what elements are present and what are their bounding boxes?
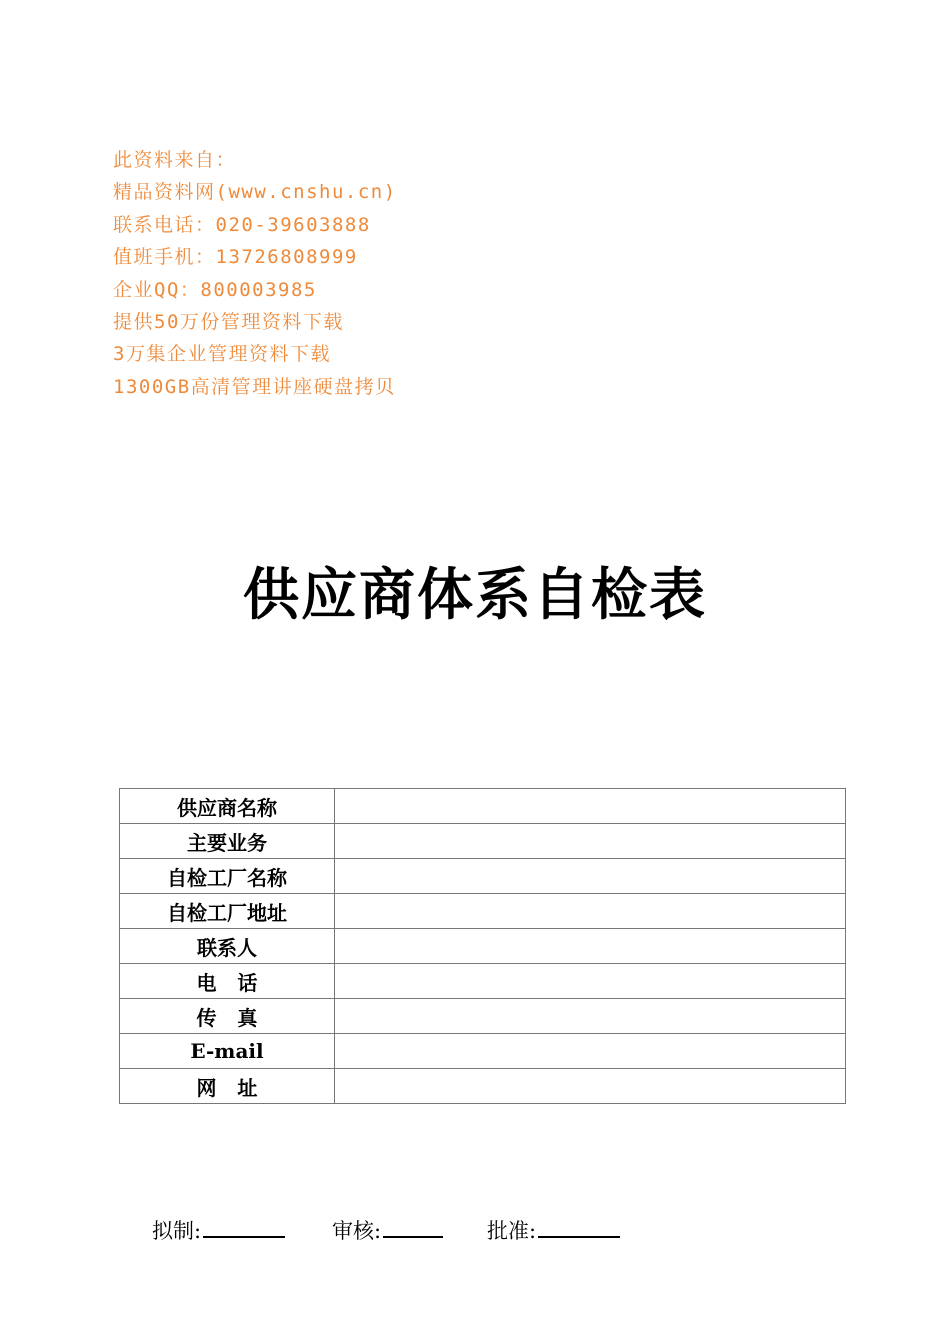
reviewed-signature-line[interactable] (383, 1212, 443, 1238)
table-row (120, 789, 846, 824)
promo-line-phone: 联系电话：020-39603888 (113, 213, 371, 236)
promo-line-mobile: 值班手机：13726808999 (113, 246, 358, 269)
field-website[interactable] (335, 1069, 846, 1104)
row-label-email: E-mail (120, 1034, 335, 1069)
approved-signature-line[interactable] (538, 1212, 620, 1238)
promo-line-offer-3: 1300GB高清管理讲座硬盘拷贝 (113, 375, 396, 398)
field-supplier-name[interactable] (335, 789, 846, 824)
drafted-signature-line[interactable] (203, 1212, 285, 1238)
row-label-supplier-name: 供应商名称 (120, 789, 335, 824)
drafted-label: 拟制: (152, 1219, 202, 1243)
supplier-info-table (119, 788, 846, 1104)
signature-drafted (152, 1212, 285, 1245)
promo-line-qq: 企业QQ：800003985 (113, 278, 317, 301)
row-label-website: 网 址 (120, 1069, 335, 1104)
table-row (120, 999, 846, 1034)
table-row (120, 964, 846, 999)
table-row (120, 1069, 846, 1104)
row-label-factory-name: 自检工厂名称 (120, 859, 335, 894)
document-title: 供应商体系自检表 (243, 563, 707, 628)
signature-approved (487, 1212, 620, 1245)
row-label-fax: 传 真 (120, 999, 335, 1034)
signature-area (0, 1212, 950, 1248)
table-row (120, 1034, 846, 1069)
row-label-main-business: 主要业务 (120, 824, 335, 859)
promo-block (113, 144, 397, 403)
field-phone[interactable] (335, 964, 846, 999)
promo-line-offer-2: 3万集企业管理资料下载 (113, 343, 331, 366)
field-main-business[interactable] (335, 824, 846, 859)
promo-line-website: 精品资料网(www.cnshu.cn) (113, 181, 397, 204)
table-row (120, 859, 846, 894)
field-factory-name[interactable] (335, 859, 846, 894)
row-label-factory-address: 自检工厂地址 (120, 894, 335, 929)
signature-reviewed (332, 1212, 443, 1245)
field-contact-person[interactable] (335, 929, 846, 964)
row-label-phone: 电 话 (120, 964, 335, 999)
table-row (120, 894, 846, 929)
field-email[interactable] (335, 1034, 846, 1069)
reviewed-label: 审核: (332, 1219, 382, 1243)
table-row (120, 929, 846, 964)
field-factory-address[interactable] (335, 894, 846, 929)
promo-line-offer-1: 提供50万份管理资料下载 (113, 310, 344, 333)
promo-line-source: 此资料来自： (113, 149, 237, 171)
field-fax[interactable] (335, 999, 846, 1034)
table-row (120, 824, 846, 859)
approved-label: 批准: (487, 1219, 537, 1243)
row-label-contact-person: 联系人 (120, 929, 335, 964)
